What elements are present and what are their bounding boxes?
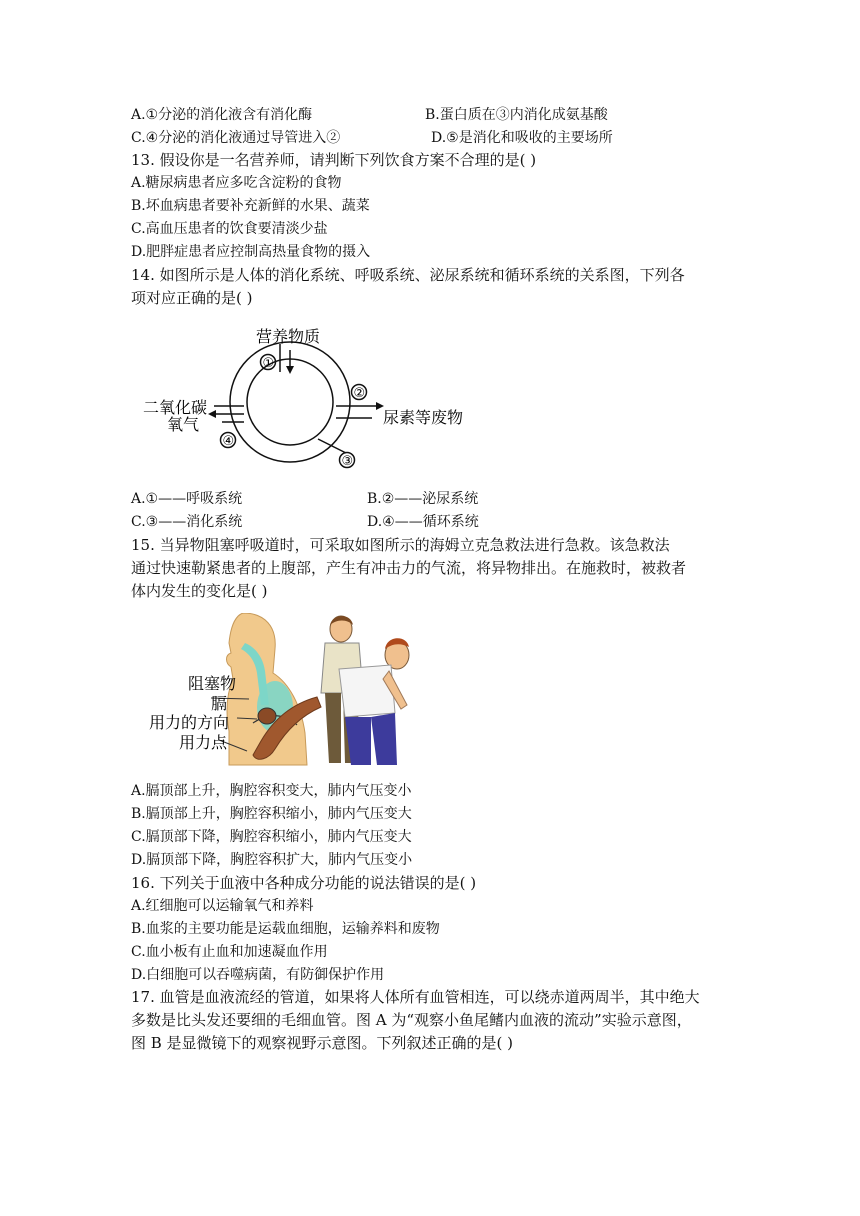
q16-stem: 16. 下列关于血液中各种成分功能的说法错误的是( )	[131, 874, 477, 892]
label-o2: 氧气	[167, 415, 200, 434]
q15-option-c: C.膈顶部下降，胸腔容积缩小，肺内气压变大	[131, 829, 412, 845]
q14-stem-line1: 14. 如图所示是人体的消化系统、呼吸系统、泌尿系统和循环系统的关系图，下列各	[131, 266, 685, 284]
q15-stem-line2: 通过快速勒紧患者的上腹部，产生有冲击力的气流，将异物排出。在施救时，被救者	[131, 559, 687, 577]
heimlich-maneuver-illustration	[145, 613, 415, 768]
q13-stem: 13. 假设你是一名营养师，请判断下列饮食方案不合理的是( )	[131, 151, 537, 169]
q16-option-d: D.白细胞可以吞噬病菌，有防御保护作用	[131, 967, 385, 983]
q14-option-a: A.①——呼吸系统	[131, 491, 243, 507]
q15-stem-line1: 15. 当异物阻塞呼吸道时，可采取如图所示的海姆立克急救法进行急救。该急救法	[131, 536, 670, 554]
label-urea: 尿素等废物	[383, 408, 464, 427]
q15-option-d: D.膈顶部下降，胸腔容积扩大，肺内气压变小	[131, 852, 413, 868]
q12-option-b: B.蛋白质在③内消化成氨基酸	[425, 107, 608, 123]
label-co2: 二氧化碳	[143, 398, 208, 417]
q12-option-c: C.④分泌的消化液通过导管进入②	[131, 130, 341, 146]
q15-stem-line3: 体内发生的变化是( )	[131, 582, 268, 600]
q15-option-b: B.膈顶部上升，胸腔容积缩小，肺内气压变大	[131, 806, 412, 822]
q16-option-a: A.红细胞可以运输氧气和养料	[131, 898, 314, 914]
marker-1: ①	[262, 356, 275, 371]
patient-body	[339, 665, 395, 717]
label-nutrients: 营养物质	[256, 327, 321, 346]
q12-option-d: D.⑤是消化和吸收的主要场所	[431, 130, 613, 146]
label-force-direction: 用力的方向	[149, 713, 230, 732]
marker-4: ④	[222, 434, 235, 449]
marker-2: ②	[353, 386, 366, 401]
q14-option-d: D.④——循环系统	[367, 514, 479, 530]
q17-stem-line2: 多数是比头发还要细的毛细血管。图 A 为“观察小鱼尾鳍内血液的流动”实验示意图，	[131, 1011, 692, 1029]
q16-option-c: C.血小板有止血和加速凝血作用	[131, 944, 328, 960]
q13-option-d: D.肥胖症患者应控制高热量食物的摄入	[131, 244, 371, 260]
q15-option-a: A.膈顶部上升，胸腔容积变大，肺内气压变小	[131, 783, 412, 799]
q13-option-a: A.糖尿病患者应多吃含淀粉的食物	[131, 175, 342, 191]
label-blockage: 阻塞物	[188, 674, 237, 693]
systems-relationship-diagram	[140, 322, 480, 472]
label-diaphragm: 膈	[211, 694, 228, 713]
q14-option-b: B.②——泌尿系统	[367, 491, 479, 507]
marker-3: ③	[341, 454, 354, 469]
q16-option-b: B.血浆的主要功能是运载血细胞，运输养料和废物	[131, 921, 440, 937]
q17-stem-line1: 17. 血管是血液流经的管道，如果将人体所有血管相连，可以绕赤道两周半，其中绝大	[131, 988, 700, 1006]
q13-option-c: C.高血压患者的饮食要清淡少盐	[131, 221, 328, 237]
q12-option-a: A.①分泌的消化液含有消化酶	[131, 107, 313, 123]
q13-option-b: B.坏血病患者要补充新鲜的水果、蔬菜	[131, 198, 370, 214]
fist	[258, 708, 276, 724]
patient-legs	[345, 713, 397, 765]
q17-stem-line3: 图 B 是显微镜下的观察视野示意图。下列叙述正确的是( )	[131, 1034, 514, 1052]
label-force-point: 用力点	[179, 733, 228, 752]
q14-option-c: C.③——消化系统	[131, 514, 243, 530]
q14-stem-line2: 项对应正确的是( )	[131, 289, 253, 307]
